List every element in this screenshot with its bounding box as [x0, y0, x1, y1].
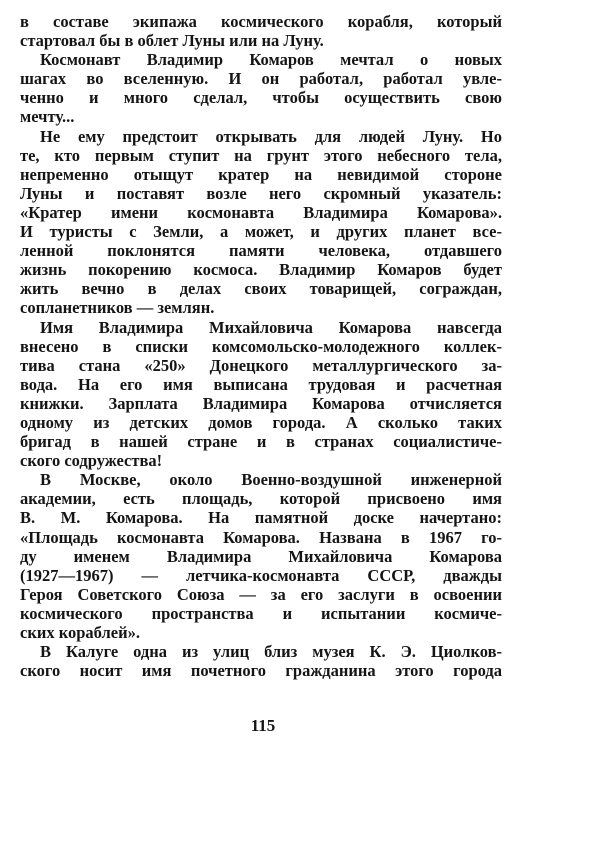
text-line: ского носит имя почетного гражданина этого города [20, 661, 502, 681]
text-line: в составе экипажа космического корабля, который [20, 12, 502, 31]
text-line: В Калуге одна из улиц близ музея К. Э. Циолков- [40, 642, 502, 662]
text-line: «Площадь космонавта Комарова. Названа в 1967 го- [20, 527, 502, 547]
text-line: непременно отыщут кратер на невидимой стороне [20, 164, 502, 184]
text-line: вода. На его имя выписана трудовая и расчетная [20, 374, 502, 394]
text-line: жизнь покорению космоса. Владимир Комаров будет [20, 260, 502, 280]
text-line: В Москве, около Военно-воздушной инженерной [40, 470, 502, 490]
page-number: 115 [250, 716, 276, 735]
text-line: академии, есть площадь, которой присвоено имя [20, 489, 502, 509]
page-body-text [20, 12, 502, 680]
text-line: одному из детских домов города. А сколько таких [20, 412, 502, 432]
text-line: Героя Советского Союза — за его заслуги в освоении [20, 584, 502, 604]
text-line: В. М. Комарова. На памятной доске начертано: [20, 508, 502, 528]
text-line: (1927—1967) — летчика-космонавта СССР, дважды [20, 565, 502, 585]
text-line: ду именем Владимира Михайловича Комарова [20, 546, 502, 566]
text-line: тива стана «250» Донецкого металлургического за- [20, 355, 502, 375]
text-line: книжки. Зарплата Владимира Комарова отчисляется [20, 393, 502, 413]
text-line: ленной поклонятся памяти человека, отдавшего [20, 241, 502, 261]
text-line: мечту... [20, 107, 75, 127]
text-line: ского содружества! [20, 451, 163, 471]
text-line: И туристы с Земли, а может, и других планет все- [20, 222, 502, 242]
text-line: сопланетников — землян. [20, 298, 215, 318]
text-line: внесено в списки комсомольско-молодежного коллек- [20, 336, 502, 356]
text-line: Луны и поставят возле него скромный указатель: [20, 183, 502, 203]
text-line: те, кто первым ступит на грунт этого небесного тела, [20, 145, 502, 165]
text-line: стартовал бы в облет Луны или на Луну. [20, 31, 324, 51]
text-line: Космонавт Владимир Комаров мечтал о новых [40, 50, 502, 70]
text-line: ченно и много сделал, чтобы осуществить свою [20, 88, 502, 108]
text-line: бригад в нашей стране и в странах социалистиче- [20, 432, 502, 452]
text-line: космического пространства и испытании космиче- [20, 603, 502, 623]
text-line: шагах во вселенную. И он работал, работал увле- [20, 69, 502, 89]
text-line: ских кораблей». [20, 623, 140, 642]
text-line: Не ему предстоит открывать для людей Луну. Но [40, 126, 502, 146]
text-line: «Кратер имени космонавта Владимира Комарова». [20, 202, 502, 222]
text-line: жить вечно в делах своих товарищей, сограждан, [20, 279, 502, 299]
text-line: Имя Владимира Михайловича Комарова навсегда [40, 317, 502, 337]
